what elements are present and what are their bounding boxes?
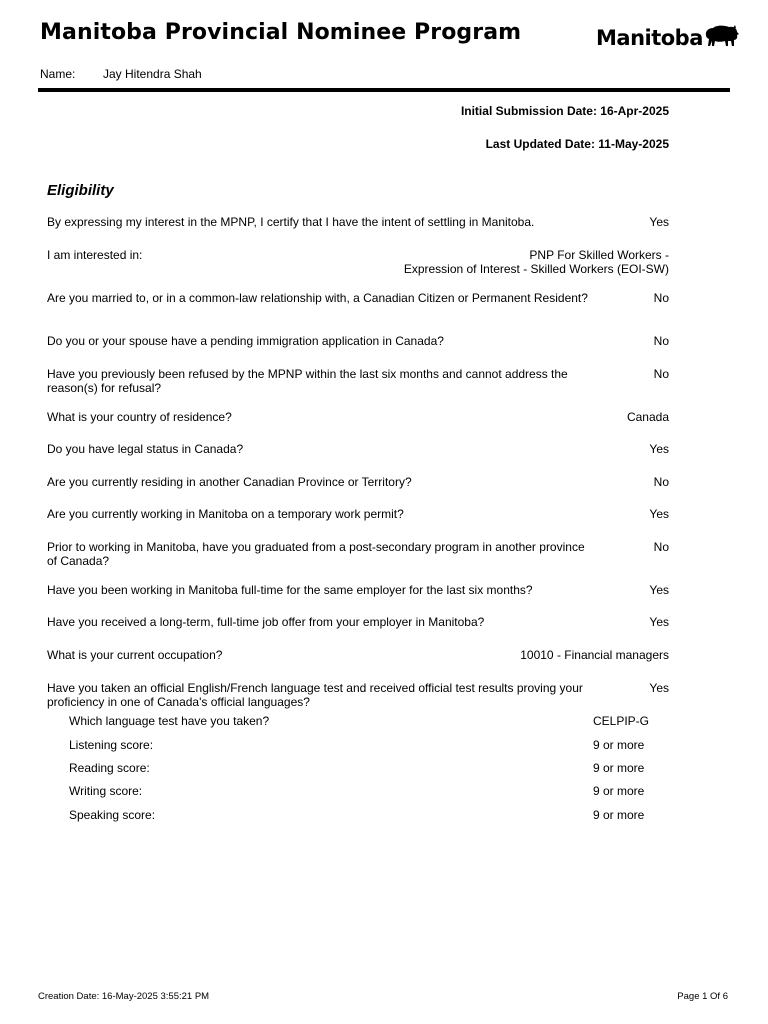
- answer-text: No: [653, 540, 669, 554]
- answer-text: Yes: [649, 615, 669, 629]
- answer-text: Canada: [626, 410, 669, 424]
- subquestion-text: Which language test have you taken?: [69, 714, 270, 728]
- subanswer-text: 9 or more: [593, 738, 645, 752]
- answer-text: Yes: [649, 442, 669, 456]
- subquestion-text: Speaking score:: [69, 808, 156, 822]
- document-title: Manitoba Provincial Nominee Program: [40, 20, 522, 45]
- question-text: I am interested in:: [47, 248, 143, 262]
- answer-text: No: [653, 334, 669, 348]
- answer-text: PNP For Skilled Workers -: [529, 248, 669, 262]
- answer-text: Yes: [649, 215, 669, 229]
- question-text: Have you been working in Manitoba full-time for the same employer for the last six months?: [47, 583, 533, 597]
- logo-text: Manitoba: [596, 26, 703, 50]
- answer-text: Yes: [649, 681, 669, 695]
- page-number: Page 1 Of 6: [677, 991, 728, 1002]
- answer-text: No: [653, 367, 669, 381]
- last-updated-date: Last Updated Date: 11-May-2025: [485, 137, 669, 151]
- question-text: Prior to working in Manitoba, have you graduated from a post-secondary program in another province of Canada?: [47, 540, 585, 568]
- question-text: Have you previously been refused by the MPNP within the last six months and cannot address the reason(s) for refusal?: [47, 367, 568, 395]
- answer-text: 10010 - Financial managers: [520, 648, 669, 662]
- name-label: Name:: [40, 67, 76, 81]
- section-title-eligibility: Eligibility: [47, 182, 114, 199]
- answer-text: Yes: [649, 583, 669, 597]
- subanswer-text: 9 or more: [593, 784, 645, 798]
- header-divider: [38, 88, 730, 92]
- subanswer-text: 9 or more: [593, 808, 645, 822]
- question-text: What is your current occupation?: [47, 648, 223, 662]
- question-text: Are you currently residing in another Canadian Province or Territory?: [47, 475, 412, 489]
- answer-text: Yes: [649, 507, 669, 521]
- question-text: By expressing my interest in the MPNP, I certify that I have the intent of settling in Manitoba.: [47, 215, 535, 229]
- question-text: Are you currently working in Manitoba on a temporary work permit?: [47, 507, 404, 521]
- initial-submission-date: Initial Submission Date: 16-Apr-2025: [460, 104, 669, 118]
- subquestion-text: Writing score:: [69, 784, 143, 798]
- creation-date: Creation Date: 16-May-2025 3:55:21 PM: [38, 991, 210, 1002]
- question-text: Do you or your spouse have a pending immigration application in Canada?: [47, 334, 444, 348]
- question-text: Have you taken an official English/French language test and received official test results proving your proficiency in one of Canada's official languages?: [47, 681, 583, 709]
- question-text: Do you have legal status in Canada?: [47, 442, 244, 456]
- applicant-name: Jay Hitendra Shah: [103, 67, 202, 81]
- manitoba-logo: [596, 26, 740, 50]
- bison-icon: [704, 22, 740, 50]
- subanswer-text: CELPIP-G: [593, 714, 650, 728]
- subanswer-text: 9 or more: [593, 761, 645, 775]
- answer-text-line2: Expression of Interest - Skilled Workers (EOI-SW): [403, 262, 669, 276]
- subquestion-text: Listening score:: [69, 738, 154, 752]
- answer-text: No: [653, 475, 669, 489]
- answer-text: No: [653, 291, 669, 305]
- question-text: Have you received a long-term, full-time job offer from your employer in Manitoba?: [47, 615, 485, 629]
- question-text: Are you married to, or in a common-law relationship with, a Canadian Citizen or Permanent Resident?: [47, 291, 588, 305]
- subquestion-text: Reading score:: [69, 761, 150, 775]
- question-text: What is your country of residence?: [47, 410, 232, 424]
